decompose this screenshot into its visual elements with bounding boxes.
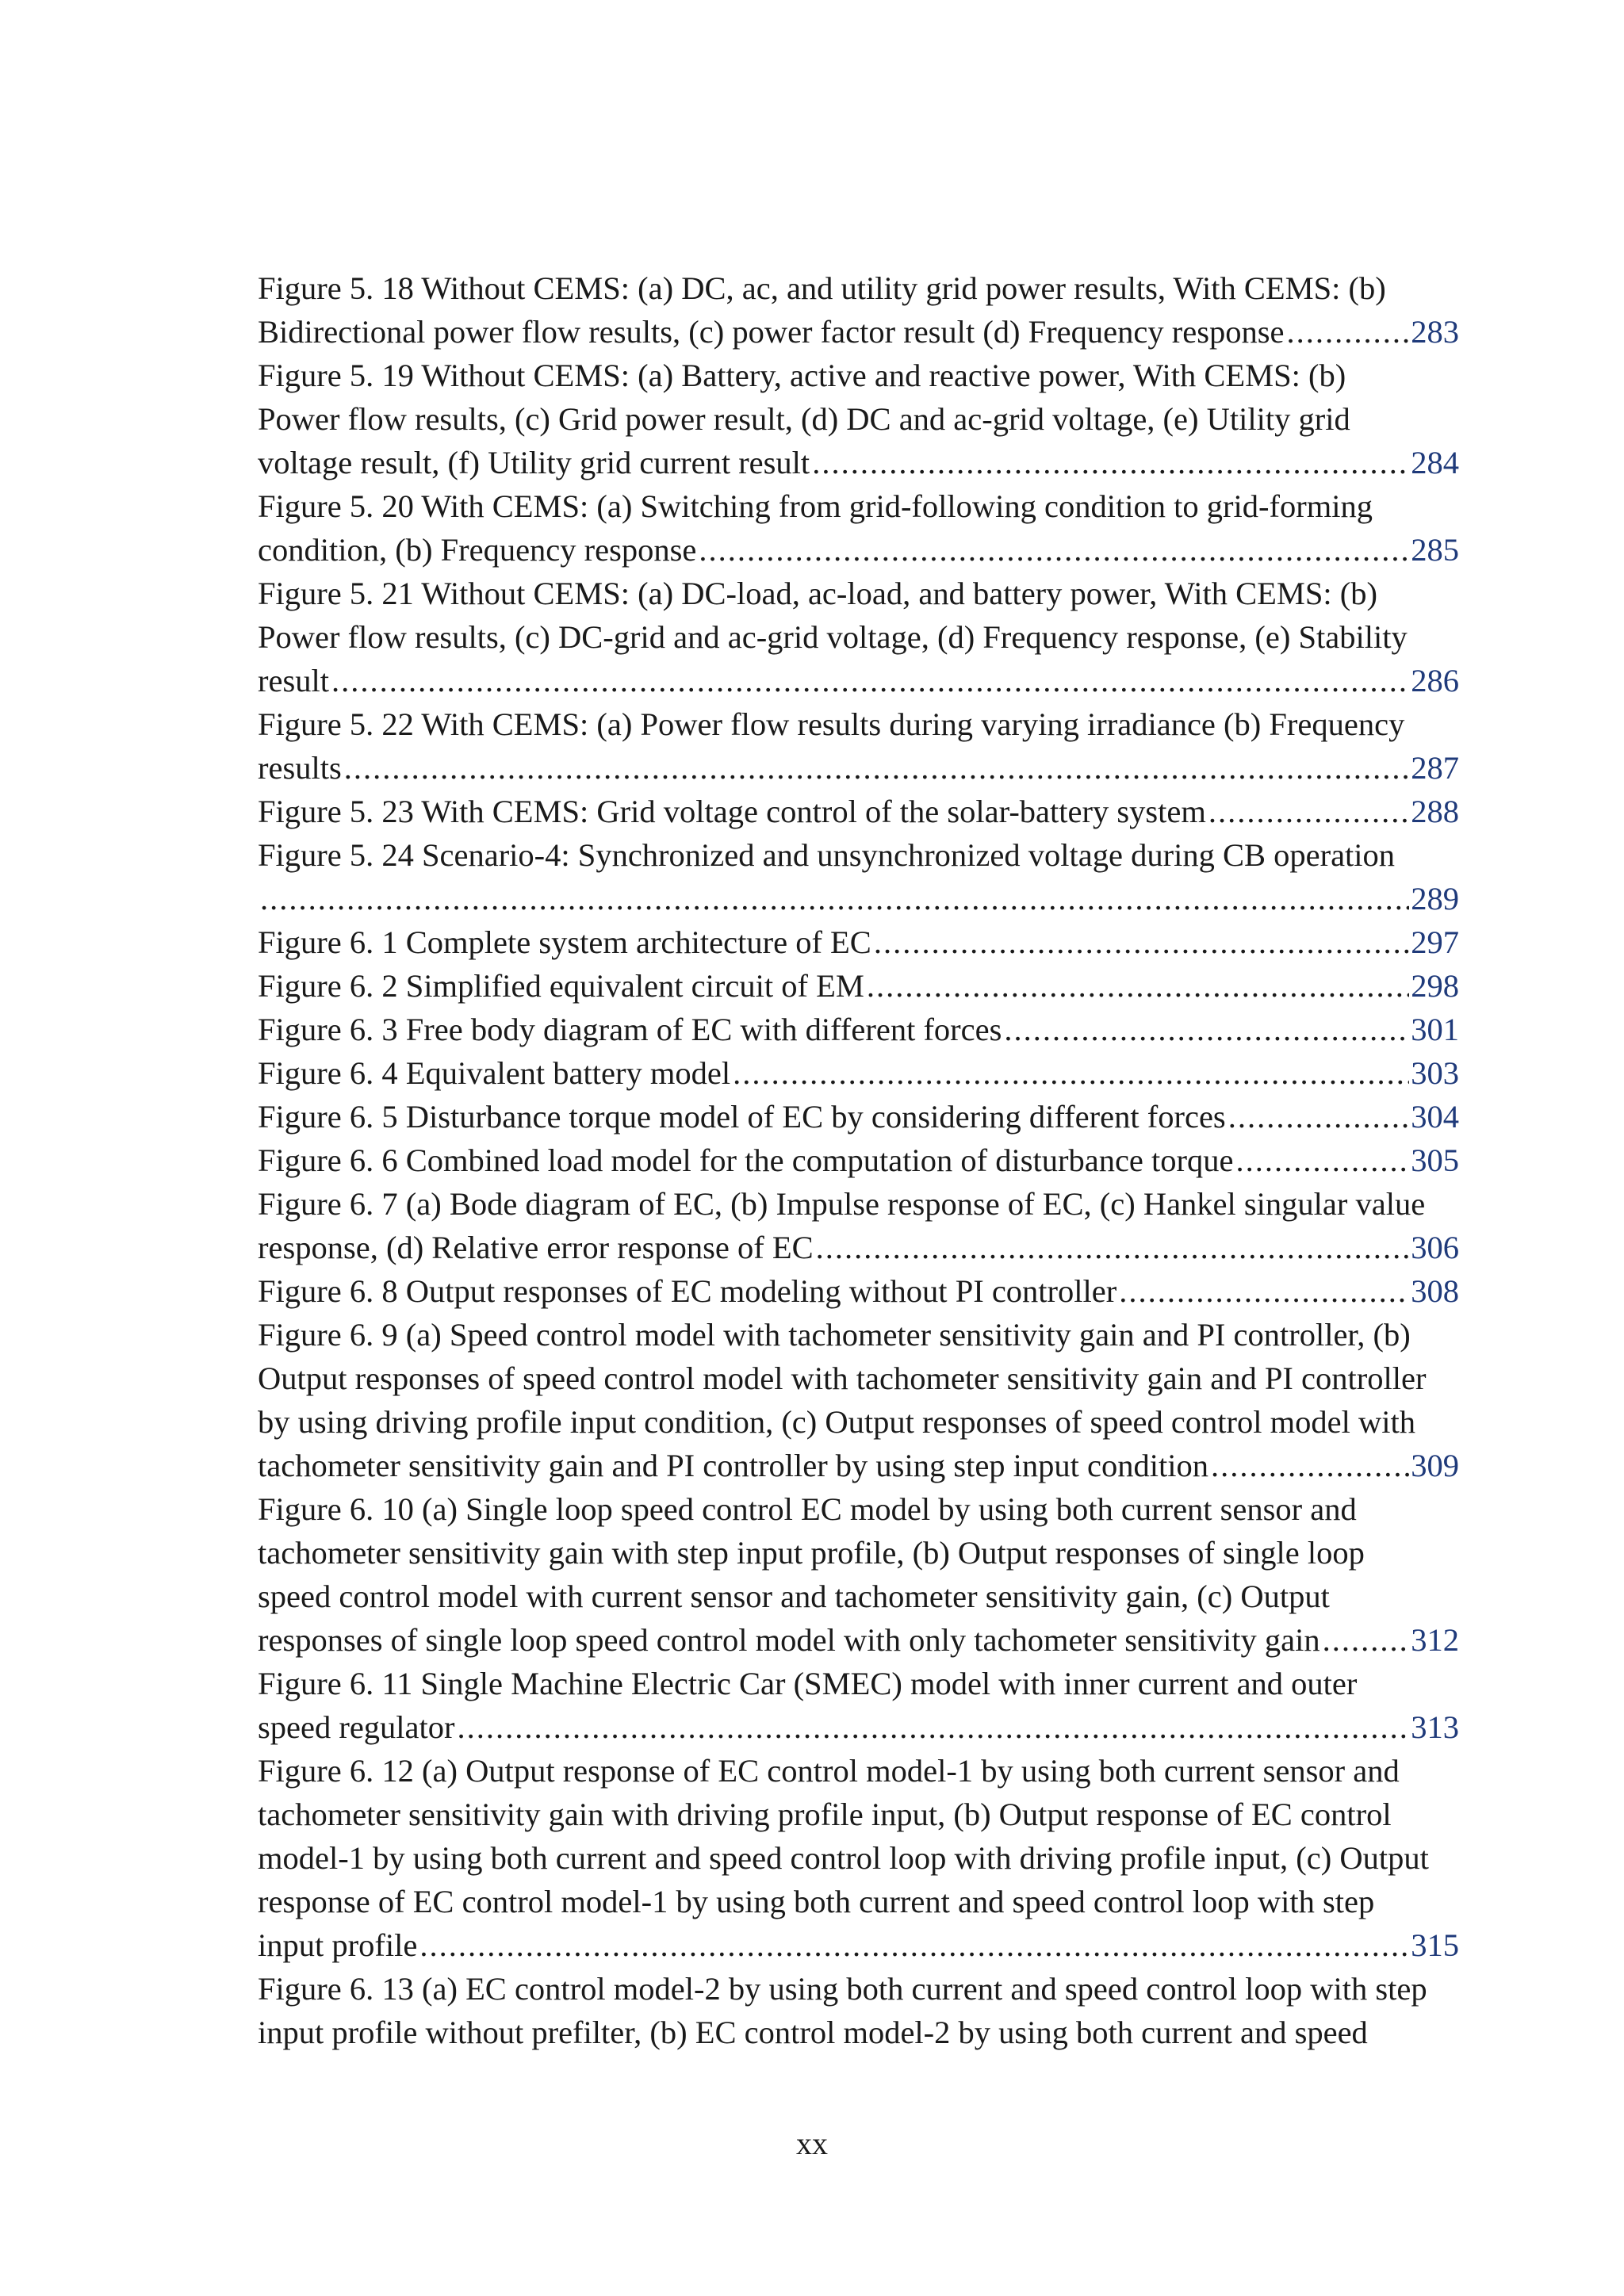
toc-entry-text: Power flow results, (c) Grid power result, (d) DC and ac-grid voltage, (e) Utility grid (258, 401, 1350, 437)
toc-entry-text: Figure 6. 9 (a) Speed control model with tachometer sensitivity gain and PI controller, (b) (258, 1317, 1411, 1353)
toc-entry[interactable] (258, 1182, 1459, 1269)
toc-entry-text: Figure 5. 20 With CEMS: (a) Switching from grid-following condition to grid-forming (258, 488, 1373, 524)
toc-page-number[interactable]: 303 (1411, 1055, 1459, 1091)
toc-entry-line (258, 615, 1459, 659)
dot-leader (733, 1051, 1409, 1095)
dot-leader (458, 1705, 1410, 1749)
toc-entry-line (258, 1138, 1459, 1182)
dot-leader (1004, 1008, 1409, 1051)
toc-page-number[interactable]: 315 (1411, 1927, 1459, 1963)
toc-entry[interactable] (258, 920, 1459, 964)
toc-entry-line (258, 1531, 1459, 1575)
toc-entry-text: result (258, 663, 329, 698)
toc-page-number[interactable]: 286 (1411, 663, 1459, 698)
toc-entry-text: responses of single loop speed control model with only tachometer sensitivity gain (258, 1622, 1320, 1658)
toc-page-number[interactable]: 283 (1411, 314, 1459, 350)
toc-entry-line (258, 397, 1459, 441)
dot-leader (1323, 1618, 1410, 1662)
toc-entry-line (258, 1444, 1459, 1487)
toc-page-number[interactable]: 309 (1411, 1448, 1459, 1483)
toc-entry-text: Figure 6. 1 Complete system architecture of EC (258, 924, 871, 960)
toc-entry[interactable] (258, 1095, 1459, 1138)
toc-entry[interactable] (258, 1662, 1459, 1749)
dot-leader (344, 746, 1410, 790)
toc-entry[interactable] (258, 1138, 1459, 1182)
toc-page-number[interactable]: 312 (1411, 1622, 1459, 1658)
toc-entry-line (258, 1226, 1459, 1269)
toc-entry[interactable] (258, 1313, 1459, 1487)
toc-entry-line (258, 833, 1459, 877)
toc-entry-text: input profile (258, 1927, 418, 1963)
toc-entry[interactable] (258, 1967, 1459, 2054)
toc-page-number[interactable]: 287 (1411, 750, 1459, 786)
dot-leader (1286, 310, 1409, 354)
toc-entry-text: Figure 6. 11 Single Machine Electric Car (SMEC) model with inner current and outer (258, 1666, 1358, 1701)
toc-entry-line (258, 1313, 1459, 1357)
toc-entry-line (258, 877, 1459, 920)
toc-entry-text: Figure 5. 19 Without CEMS: (a) Battery, active and reactive power, With CEMS: (b) (258, 358, 1346, 393)
toc-entry-text: condition, (b) Frequency response (258, 532, 697, 568)
toc-entry-line (258, 1793, 1459, 1836)
toc-entry-text: Figure 5. 24 Scenario-4: Synchronized and unsynchronized voltage during CB operation (258, 837, 1396, 873)
toc-entry-text: Figure 6. 4 Equivalent battery model (258, 1055, 731, 1091)
toc-entry-text: voltage result, (f) Utility grid current result (258, 445, 810, 480)
toc-entry-text: tachometer sensitivity gain and PI controller by using step input condition (258, 1448, 1209, 1483)
toc-entry-text: Output responses of speed control model with tachometer sensitivity gain and PI controller (258, 1360, 1427, 1396)
toc-entry-text: Figure 5. 18 Without CEMS: (a) DC, ac, and utility grid power results, With CEMS: (b) (258, 270, 1386, 306)
dot-leader (1228, 1095, 1410, 1138)
dot-leader (867, 964, 1409, 1008)
dot-leader (1211, 1444, 1409, 1487)
toc-page-number[interactable]: 285 (1411, 532, 1459, 568)
dot-leader (812, 441, 1409, 484)
toc-entry[interactable] (258, 964, 1459, 1008)
toc-page-number[interactable]: 301 (1411, 1012, 1459, 1047)
toc-entry-text: model-1 by using both current and speed control loop with driving profile input, (c) Output (258, 1840, 1429, 1876)
toc-entry-line (258, 1051, 1459, 1095)
toc-entry-line (258, 702, 1459, 746)
toc-entry-line (258, 746, 1459, 790)
toc-entry[interactable] (258, 1051, 1459, 1095)
toc-entry[interactable] (258, 1008, 1459, 1051)
dot-leader (260, 877, 1409, 920)
toc-entry-text: Figure 6. 7 (a) Bode diagram of EC, (b) Impulse response of EC, (c) Hankel singular value (258, 1186, 1426, 1222)
toc-entry-line (258, 1967, 1459, 2011)
toc-entry[interactable] (258, 790, 1459, 833)
toc-entry-text: Power flow results, (c) DC-grid and ac-grid voltage, (d) Frequency response, (e) Stability (258, 619, 1408, 655)
toc-page-number[interactable]: 284 (1411, 445, 1459, 480)
toc-entry-text: by using driving profile input condition, (c) Output responses of speed control model with (258, 1404, 1416, 1440)
toc-page-number[interactable]: 288 (1411, 794, 1459, 829)
toc-entry-text: Figure 5. 23 With CEMS: Grid voltage control of the solar-battery system (258, 794, 1206, 829)
toc-entry-line (258, 1662, 1459, 1705)
toc-entry-line (258, 528, 1459, 572)
toc-page-number[interactable]: 313 (1411, 1709, 1459, 1745)
dot-leader (699, 528, 1409, 572)
toc-entry-line (258, 964, 1459, 1008)
toc-entry-text: Figure 6. 10 (a) Single loop speed control EC model by using both current sensor and (258, 1491, 1357, 1527)
toc-entry-text: Figure 6. 13 (a) EC control model-2 by using both current and speed control loop with step (258, 1971, 1427, 2007)
toc-entry-line (258, 1095, 1459, 1138)
toc-entry-line (258, 484, 1459, 528)
page-number-footer: xx (796, 2126, 828, 2161)
toc-entry-text: Figure 6. 3 Free body diagram of EC with different forces (258, 1012, 1002, 1047)
toc-page-number[interactable]: 298 (1411, 968, 1459, 1004)
toc-entry-text: Figure 6. 12 (a) Output response of EC control model-1 by using both current sensor and (258, 1753, 1400, 1789)
toc-entry-text: Bidirectional power flow results, (c) power factor result (d) Frequency response (258, 314, 1285, 350)
toc-entry-line (258, 790, 1459, 833)
toc-entry[interactable] (258, 484, 1459, 572)
toc-entry-line (258, 1182, 1459, 1226)
toc-page-number[interactable]: 305 (1411, 1142, 1459, 1178)
toc-entry-text: speed regulator (258, 1709, 455, 1745)
toc-page-number[interactable]: 308 (1411, 1273, 1459, 1309)
toc-page-number[interactable]: 306 (1411, 1230, 1459, 1265)
toc-entry-text: tachometer sensitivity gain with step input profile, (b) Output responses of single loop (258, 1535, 1365, 1571)
toc-entry-line (258, 1487, 1459, 1531)
toc-entry[interactable] (258, 1487, 1459, 1662)
dot-leader (419, 1923, 1409, 1967)
toc-entry-text: Figure 5. 22 With CEMS: (a) Power flow results during varying irradiance (b) Frequency (258, 706, 1405, 742)
toc-entry-line (258, 441, 1459, 484)
toc-entry-line (258, 1705, 1459, 1749)
list-of-figures (258, 266, 1459, 2054)
toc-entry-text: response, (d) Relative error response of EC (258, 1230, 814, 1265)
toc-entry-line (258, 1400, 1459, 1444)
toc-entry-line (258, 310, 1459, 354)
toc-entry[interactable] (258, 833, 1459, 920)
toc-entry[interactable] (258, 1269, 1459, 1313)
toc-entry-line (258, 1269, 1459, 1313)
toc-entry-text: speed control model with current sensor and tachometer sensitivity gain, (c) Output (258, 1578, 1330, 1614)
dot-leader (1119, 1269, 1409, 1313)
toc-page-number[interactable]: 297 (1411, 924, 1459, 960)
toc-entry-line (258, 1923, 1459, 1967)
toc-entry-text: Figure 5. 21 Without CEMS: (a) DC-load, ac-load, and battery power, With CEMS: (b) (258, 576, 1378, 611)
toc-entry-line (258, 920, 1459, 964)
toc-entry-text: Figure 6. 2 Simplified equivalent circuit of EM (258, 968, 864, 1004)
toc-entry-line (258, 1749, 1459, 1793)
toc-entry-text: Figure 6. 6 Combined load model for the computation of disturbance torque (258, 1142, 1234, 1178)
toc-entry-line (258, 1618, 1459, 1662)
toc-entry-text: results (258, 750, 342, 786)
toc-entry-line (258, 1008, 1459, 1051)
dot-leader (874, 920, 1409, 964)
toc-entry[interactable] (258, 572, 1459, 702)
toc-entry[interactable] (258, 354, 1459, 484)
toc-page-number[interactable]: 304 (1411, 1099, 1459, 1135)
toc-entry-text: tachometer sensitivity gain with driving profile input, (b) Output response of EC control (258, 1797, 1392, 1832)
toc-entry-line (258, 2011, 1459, 2054)
toc-entry[interactable] (258, 266, 1459, 354)
toc-entry-line (258, 1357, 1459, 1400)
toc-entry[interactable] (258, 1749, 1459, 1967)
toc-entry-text: Figure 6. 8 Output responses of EC modeling without PI controller (258, 1273, 1117, 1309)
toc-entry[interactable] (258, 702, 1459, 790)
toc-entry-line (258, 354, 1459, 397)
toc-entry-text: input profile without prefilter, (b) EC control model-2 by using both current and speed (258, 2015, 1368, 2050)
dot-leader (1235, 1138, 1409, 1182)
toc-entry-line (258, 1575, 1459, 1618)
toc-page-number[interactable]: 289 (1411, 881, 1459, 916)
dot-leader (331, 659, 1409, 702)
dot-leader (816, 1226, 1410, 1269)
toc-entry-line (258, 266, 1459, 310)
toc-entry-text: Figure 6. 5 Disturbance torque model of EC by considering different forces (258, 1099, 1226, 1135)
dot-leader (1208, 790, 1409, 833)
toc-entry-text: response of EC control model-1 by using both current and speed control loop with step (258, 1884, 1375, 1919)
toc-entry-line (258, 1880, 1459, 1923)
toc-entry-line (258, 572, 1459, 615)
toc-entry-line (258, 1836, 1459, 1880)
toc-entry-line (258, 659, 1459, 702)
